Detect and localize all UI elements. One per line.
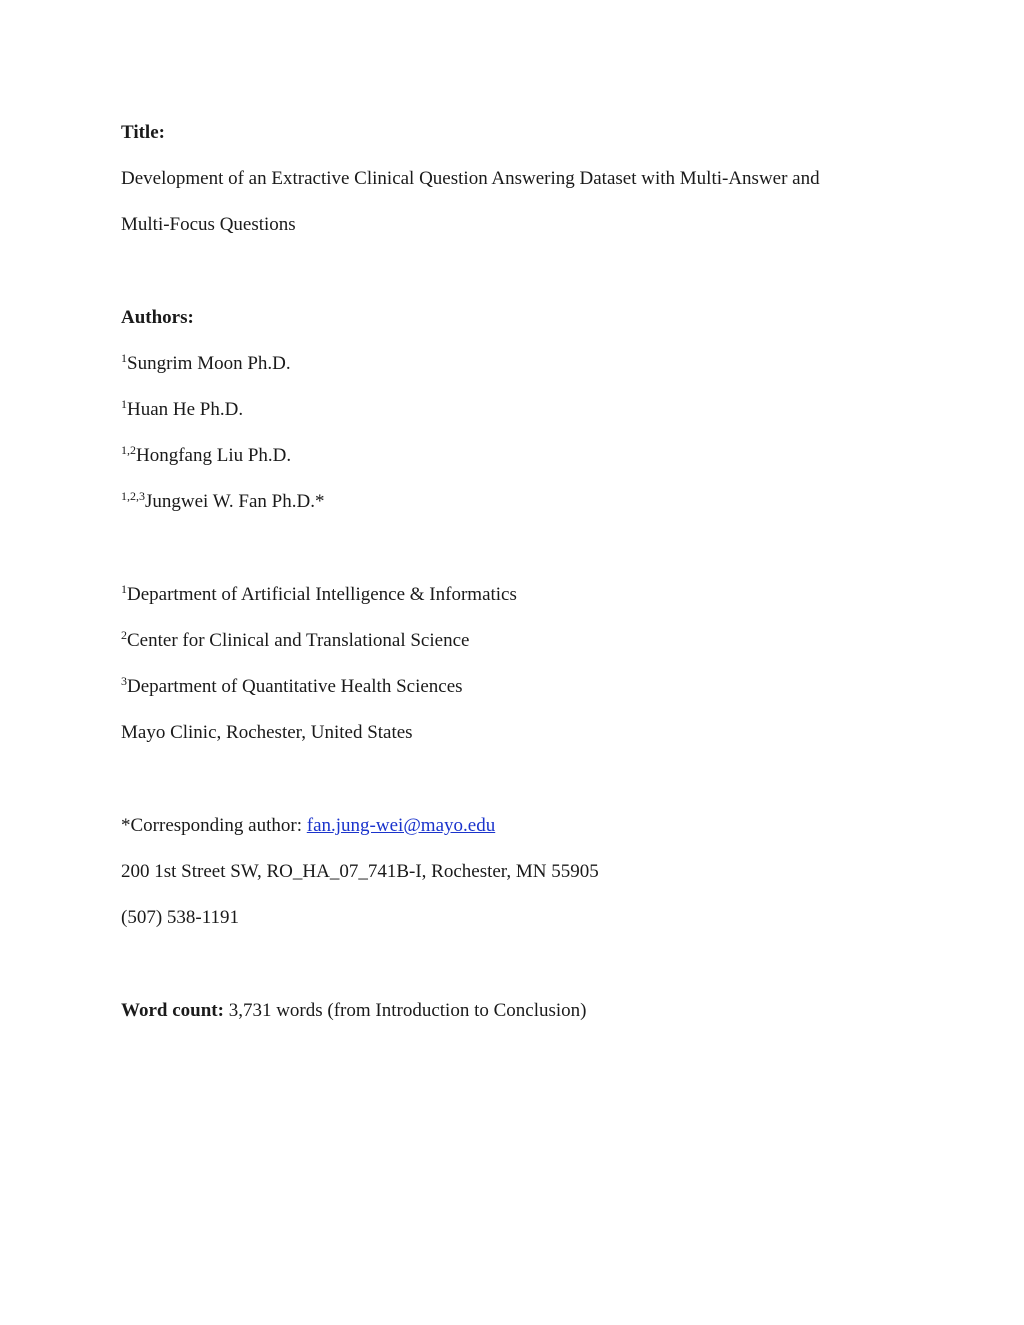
address: 200 1st Street SW, RO_HA_07_741B-I, Rochester, MN 55905 bbox=[121, 861, 599, 882]
title-line-2: Multi-Focus Questions bbox=[121, 214, 296, 235]
email-link[interactable]: fan.jung-wei@mayo.edu bbox=[306, 815, 496, 836]
word-count-value: 3,731 words (from Introduction to Conclusion) bbox=[223, 1000, 587, 1021]
author-name: Hongfang Liu Ph.D. bbox=[136, 445, 292, 466]
author-superscript: 1 bbox=[121, 351, 127, 365]
institution: Mayo Clinic, Rochester, United States bbox=[121, 722, 413, 743]
affiliation-entry bbox=[121, 630, 469, 653]
corresponding-author bbox=[121, 815, 495, 837]
author-name: Sungrim Moon Ph.D. bbox=[127, 353, 291, 374]
affiliation-superscript: 2 bbox=[121, 628, 127, 642]
author-entry bbox=[121, 491, 324, 514]
authors-label: Authors: bbox=[121, 307, 194, 328]
affiliation-text: Department of Artificial Intelligence & Informatics bbox=[127, 584, 517, 605]
title-line-1: Development of an Extractive Clinical Question Answering Dataset with Multi-Answer and bbox=[121, 168, 820, 189]
word-count-label: Word count: bbox=[121, 1000, 224, 1021]
affiliation-superscript: 3 bbox=[121, 674, 127, 688]
author-superscript: 1,2,3 bbox=[121, 489, 145, 503]
author-entry bbox=[121, 399, 243, 422]
author-entry bbox=[121, 445, 291, 468]
affiliation-entry bbox=[121, 584, 517, 607]
affiliation-text: Center for Clinical and Translational Science bbox=[127, 630, 470, 651]
author-superscript: 1,2 bbox=[121, 443, 136, 457]
phone: (507) 538-1191 bbox=[121, 907, 240, 928]
author-name: Jungwei W. Fan Ph.D.* bbox=[145, 491, 325, 512]
corresponding-label: *Corresponding author: bbox=[121, 815, 307, 836]
affiliation-superscript: 1 bbox=[121, 582, 127, 596]
affiliation-text: Department of Quantitative Health Sciences bbox=[127, 676, 463, 697]
title-label: Title: bbox=[121, 122, 165, 143]
author-entry bbox=[121, 353, 291, 376]
author-name: Huan He Ph.D. bbox=[127, 399, 244, 420]
word-count bbox=[121, 1000, 586, 1022]
affiliation-entry bbox=[121, 676, 463, 699]
author-superscript: 1 bbox=[121, 397, 127, 411]
